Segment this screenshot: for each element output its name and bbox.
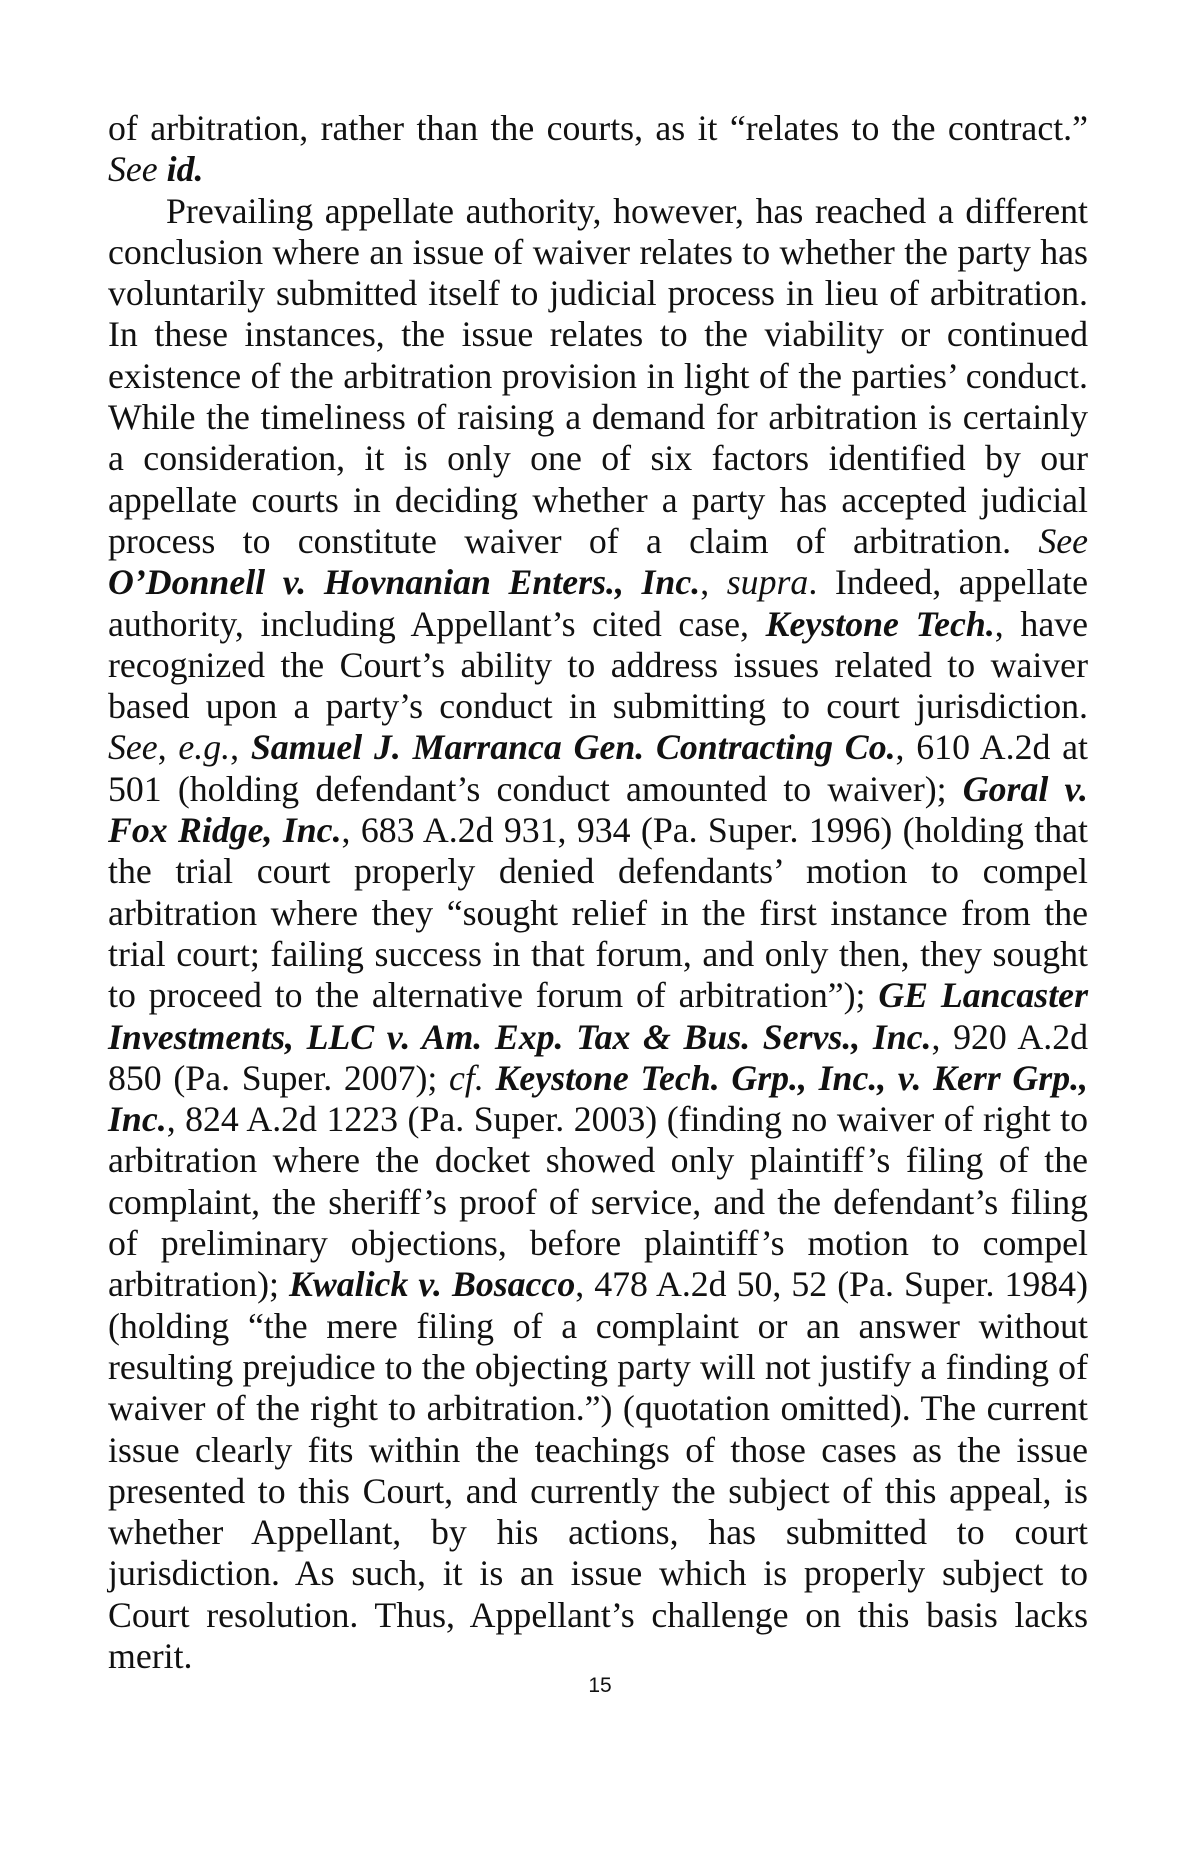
- italic-text-run: cf.: [449, 1057, 484, 1098]
- text-run: , 824 A.2d 1223 (Pa. Super. 2003) (finding no waiver of right to arbitration where the docket showed only plaintiff’s filing of the complaint, the sheriff’s proof of service, and the defendant’s filing of preliminary objections, before plaintiff’s motion to compel arbitration);: [108, 1099, 1088, 1305]
- text-run: of arbitration, rather than the courts, as it “relates to the contract.”: [108, 108, 1088, 148]
- case-citation-name: id.: [166, 149, 204, 190]
- italic-text-run: See: [108, 727, 158, 768]
- case-citation-name: Goral v. Fox Ridge, Inc.: [108, 768, 1089, 851]
- text-run: , 920 A.2d 850 (Pa. Super. 2007);: [108, 1016, 1088, 1098]
- case-citation-name: O’Donnell v. Hovnanian Enters., Inc.: [108, 562, 701, 603]
- text-run: , 478 A.2d 50, 52 (Pa. Super. 1984) (holding “the mere filing of a complaint or an answer without resulting prejudice to the objecting party will not justify a finding of waiver of the right to arbitration.”) (quotation omitted). The current issue clearly fits within the teachings of those cases as the issue presented to this Court, and currently the subject of this appeal, is whether Appellant, by his actions, has submitted to court jurisdiction. As such, it is an issue which is properly subject to Court resolution. Thus, Appellant’s challenge on this basis lacks merit.: [108, 1264, 1088, 1676]
- case-citation-name: Keystone Tech. Grp., Inc., v. Kerr Grp., Inc.: [108, 1057, 1088, 1140]
- page-number: 15: [588, 1674, 612, 1697]
- case-citation-name: Kwalick v. Bosacco: [289, 1264, 576, 1305]
- case-citation-name: GE Lancaster Investments, LLC v. Am. Exp. Tax & Bus. Servs., Inc.: [108, 975, 1088, 1057]
- case-citation-name: Samuel J. Marranca Gen. Contracting Co.: [250, 727, 896, 768]
- paragraph-waiver-analysis: [108, 191, 1088, 1678]
- text-run: ,: [230, 727, 251, 768]
- text-run: ,: [157, 727, 179, 768]
- text-run: ,: [700, 562, 727, 603]
- text-run: Prevailing appellate authority, however, has reached a different conclusion where an issue of waiver relates to whether the party has voluntarily submitted itself to judicial process in lieu of arbitration. In these instances, the issue relates to the viability or continued existence of the arbitration provision in light of the parties’ conduct. While the timeliness of raising a demand for arbitration is certainly a consideration, it is only one of six factors identified by our appellate courts in deciding whether a party has accepted judicial process to constitute waiver of a claim of arbitration.: [108, 190, 1088, 561]
- italic-text-run: See: [108, 149, 167, 190]
- text-run: . Indeed, appellate authority, including Appellant’s cited case,: [108, 562, 1088, 644]
- body-text: [108, 108, 1088, 1677]
- italic-text-run: See: [1038, 520, 1088, 561]
- text-run: , 683 A.2d 931, 934 (Pa. Super. 1996) (holding that the trial court properly denied defendants’ motion to compel arbitration where they “sought relief in the first instance from the trial court; failing success in that forum, and only then, they sought to proceed to the alternative forum of arbitration”);: [108, 810, 1088, 1016]
- case-citation-name: Keystone Tech.: [765, 603, 995, 644]
- italic-text-run: supra: [726, 562, 809, 603]
- paragraph-continuation: [108, 108, 1088, 191]
- text-run: , have recognized the Court’s ability to address issues related to waiver based upon a party’s conduct in submitting to court jurisdiction.: [108, 603, 1089, 727]
- text-run: [484, 1058, 496, 1098]
- italic-text-run: e.g.: [178, 727, 231, 768]
- text-run: , 610 A.2d at 501 (holding defendant’s conduct amounted to waiver);: [108, 727, 1088, 809]
